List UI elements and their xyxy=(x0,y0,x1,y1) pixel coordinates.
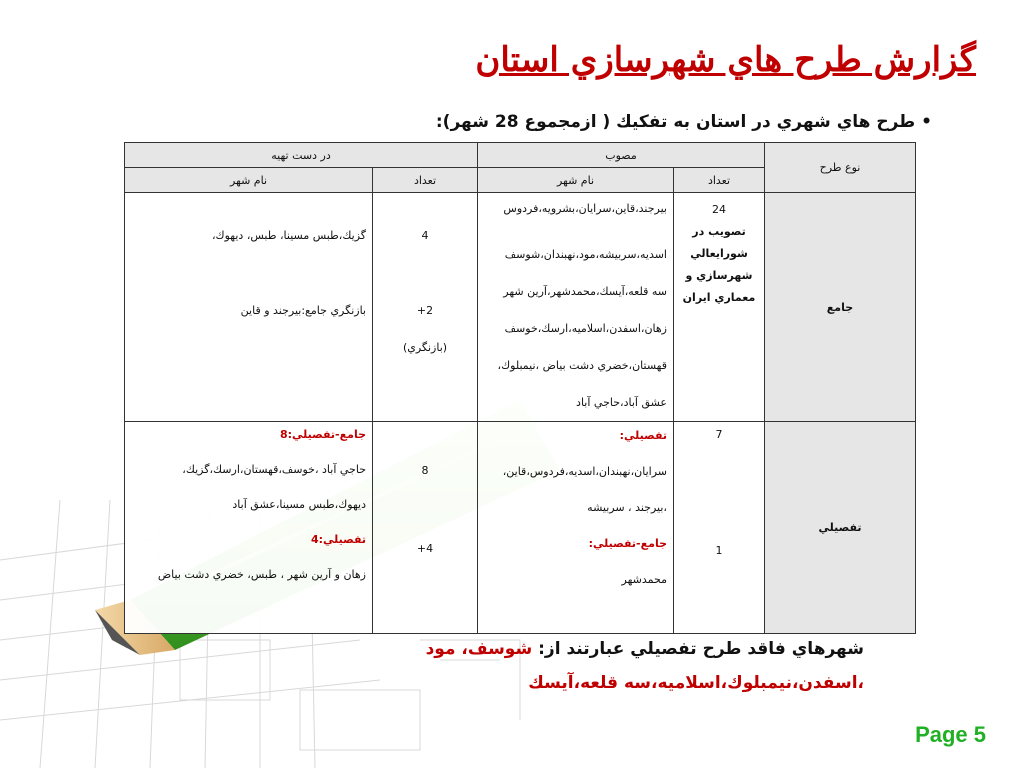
city-line: زهان،اسفدن،اسلاميه،ارسك،خوسف xyxy=(504,322,667,335)
plan-type-jame: جامع xyxy=(765,193,916,422)
footer-note-cities: شوسف، مود ،اسفدن،نيمبلوك،اسلاميه،سه قلعه،آيسك xyxy=(425,639,864,693)
table-row-tafsili xyxy=(125,422,916,634)
subheading-tafsili: تفصيلي: xyxy=(619,429,667,442)
table-row-jame xyxy=(125,193,916,422)
city-line: بازنگري جامع:بيرجند و قاين xyxy=(240,304,366,317)
page-number: Page 5 xyxy=(915,722,986,747)
approved-count-jame xyxy=(674,193,765,422)
count-note: تصويب در xyxy=(692,225,746,238)
count-value: 7 xyxy=(715,428,723,441)
prep-count-tafsili xyxy=(373,422,478,634)
in-preparation-header: در دست تهيه xyxy=(125,143,478,168)
footer-note-prefix: شهرهاي فاقد طرح تفصيلي عبارتند از: xyxy=(538,639,864,659)
approved-cities-jame xyxy=(478,193,674,422)
city-line: عشق آباد،حاجي آباد xyxy=(576,396,667,409)
bullet-summary: • طرح هاي شهري در استان به تفکيك ( ازمجموع 28 شهر): xyxy=(435,112,932,132)
approved-count-header: تعداد xyxy=(674,168,765,193)
prep-count-header: تعداد xyxy=(373,168,478,193)
approved-header: مصوب xyxy=(478,143,765,168)
city-line: اسديه،سربيشه،مود،نهبندان،شوسف xyxy=(504,248,667,261)
approved-count-tafsili xyxy=(674,422,765,634)
city-line: محمدشهر xyxy=(621,573,667,586)
city-line: حاجي آباد ،خوسف،قهستان،ارسك،گزيك، xyxy=(182,463,366,476)
city-line: زهان و آرين شهر ، طبس، خضري دشت بياض xyxy=(157,568,366,581)
city-line: ،بيرجند ، سربيشه xyxy=(587,501,667,514)
count-value: 1 xyxy=(715,544,723,557)
subheading-tafsili: تفصيلي:4 xyxy=(310,533,366,546)
count-note: (بازنگري) xyxy=(402,341,448,354)
footer-note xyxy=(224,632,864,700)
city-line: قهستان،خضري دشت بياض ،نيمبلوك، xyxy=(497,359,667,372)
approved-city-header: نام شهر xyxy=(478,168,674,193)
city-line: گزيك،طبس مسينا، طبس، ديهوك، xyxy=(212,229,366,242)
count-note: معماري ايران xyxy=(682,291,756,304)
approved-cities-tafsili xyxy=(478,422,674,634)
header-row-1 xyxy=(125,143,916,168)
city-line: ديهوك،طبس مسينا،عشق آباد xyxy=(232,498,366,511)
plans-table xyxy=(124,142,916,634)
plan-type-tafsili: تفصيلي xyxy=(765,422,916,634)
city-line: سه قلعه،آيسك،محمدشهر،آرين شهر xyxy=(503,285,667,298)
prep-city-header: نام شهر xyxy=(125,168,373,193)
count-note: شورايعالي xyxy=(690,247,748,260)
subheading-jame-tafsili: جامع-تفصيلي:8 xyxy=(280,428,366,441)
prep-cities-jame xyxy=(125,193,373,422)
count-value: 24 xyxy=(712,203,726,216)
plan-type-header: نوع طرح xyxy=(765,143,916,193)
prep-count-jame xyxy=(373,193,478,422)
bullet-summary-text: طرح هاي شهري در استان به تفکيك ( ازمجموع 28 شهر): xyxy=(435,112,916,132)
count-value: 2+ xyxy=(416,304,434,317)
city-line: سرايان،نهبندان،اسديه،فردوس،قاين، xyxy=(502,465,667,478)
count-value: 4+ xyxy=(416,542,434,555)
count-value: 4 xyxy=(421,229,429,242)
subheading-jame-tafsili: جامع-تفصيلي: xyxy=(588,537,667,550)
prep-cities-tafsili xyxy=(125,422,373,634)
count-note: شهرسازي و xyxy=(685,269,753,282)
page-title: گزارش طرح هاي شهرسازي استان xyxy=(475,40,976,80)
city-line: بيرجند،قاين،سرايان،بشرويه،فردوس xyxy=(503,202,667,215)
count-value: 8 xyxy=(421,464,429,477)
